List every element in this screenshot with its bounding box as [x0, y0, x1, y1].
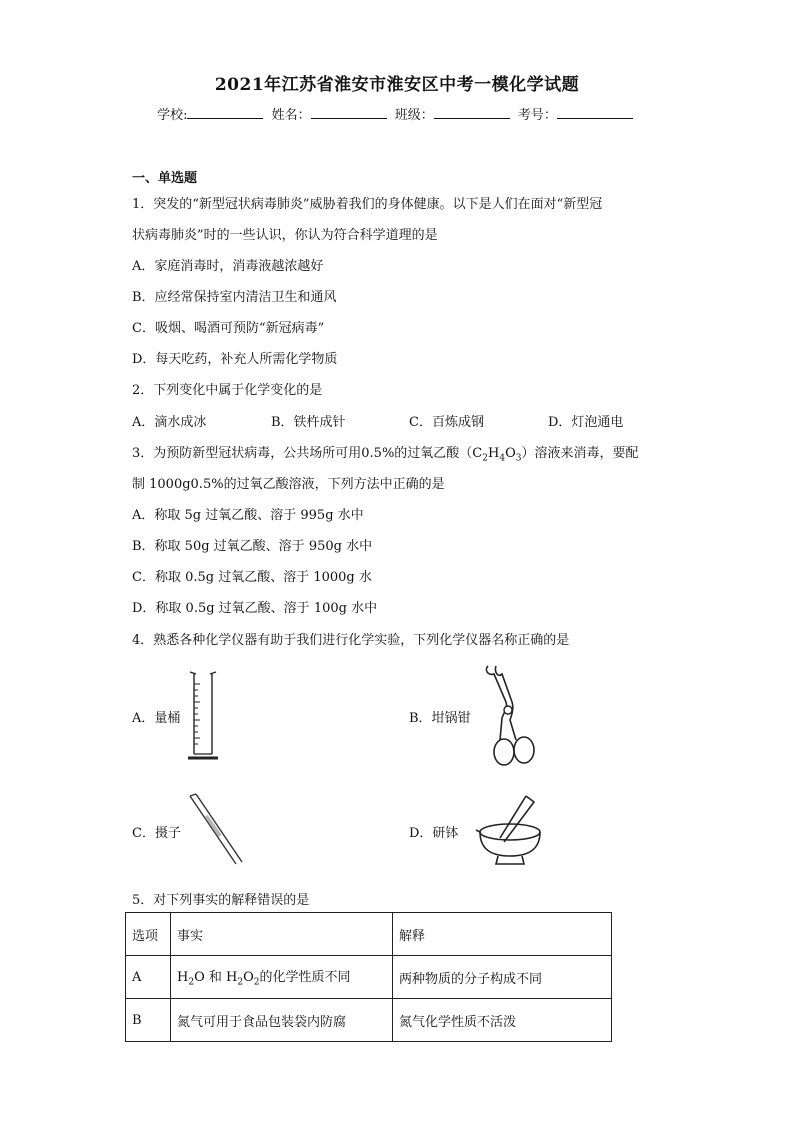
header-explanation: 解释: [393, 913, 612, 956]
student-info-line: [0, 104, 794, 123]
q1-stem-line1: 1．突发的“新型冠状病毒肺炎”威胁着我们的身体健康。以下是人们在面对“新型冠: [132, 197, 603, 212]
class-label: 班级：: [394, 108, 434, 123]
q3-option-b[interactable]: B．称取 50g 过氧乙酸、溶于 950g 水中: [132, 539, 373, 554]
q4-option-d[interactable]: D．研钵: [409, 826, 459, 841]
name-blank[interactable]: [311, 106, 387, 119]
table-row: [126, 956, 612, 999]
header-option: 选项: [126, 913, 171, 956]
q3-sub-3: 3: [515, 453, 522, 464]
q2-option-b[interactable]: B．铁杵成针: [271, 415, 346, 430]
table-row: [126, 999, 612, 1042]
crucible-tongs-icon: [482, 662, 542, 772]
row-b-explanation: 氮气化学性质不活泼: [393, 999, 612, 1042]
fact-part: O: [243, 970, 254, 986]
q2-option-a[interactable]: A．滴水成冰: [132, 415, 207, 430]
exam-number-label: 考号：: [517, 108, 557, 123]
page-title: 2021年江苏省淮安市淮安区中考一模化学试题: [214, 75, 580, 95]
name-label: 姓名：: [271, 108, 311, 123]
school-blank[interactable]: [187, 106, 263, 119]
q2-option-c[interactable]: C．百炼成钢: [409, 415, 484, 430]
q3-option-c[interactable]: C．称取 0.5g 过氧乙酸、溶于 1000g 水: [132, 570, 372, 585]
row-b-fact: 氮气可用于食品包装袋内防腐: [171, 999, 393, 1042]
row-b-option: B: [126, 999, 171, 1042]
tweezers-icon: [186, 792, 246, 872]
q3-stem-line2: 制 1000g0.5%的过氧乙酸溶液，下列方法中正确的是: [132, 477, 445, 492]
header-fact: 事实: [171, 913, 393, 956]
row-a-explanation: 两种物质的分子构成不同: [393, 956, 612, 999]
q2-options-row: [0, 411, 794, 429]
school-label: 学校:: [157, 108, 188, 123]
fact-part: H: [177, 970, 189, 986]
graduated-cylinder-icon: [186, 668, 222, 764]
q3-stem-part-a: 3．为预防新型冠状病毒，公共场所可用0.5%的过氧乙酸（C: [132, 446, 483, 461]
q4-option-a[interactable]: A．量桶: [132, 711, 181, 726]
fact-sub: 2: [253, 977, 260, 988]
q3-option-d[interactable]: D．称取 0.5g 过氧乙酸、溶于 100g 水中: [132, 601, 378, 616]
section-heading: 一、单选题: [132, 171, 198, 186]
q4-stem: 4．熟悉各种化学仪器有助于我们进行化学实验，下列化学仪器名称正确的是: [132, 633, 570, 648]
table-header-row: [126, 913, 612, 956]
q4-option-b[interactable]: B．坩锅钳: [409, 711, 471, 726]
fact-sub: 2: [188, 977, 195, 988]
q4-option-c[interactable]: C．摄子: [132, 826, 181, 841]
fact-part: O 和 H: [194, 970, 238, 986]
q3-stem-part-c: O: [505, 446, 516, 461]
q1-option-a[interactable]: A．家庭消毒时，消毒液越浓越好: [132, 259, 324, 274]
q3-stem-part-b: H: [487, 446, 500, 461]
q1-stem-line2: 状病毒肺炎”时的一些认识，你认为符合科学道理的是: [132, 228, 438, 243]
q1-option-d[interactable]: D．每天吃药，补充人所需化学物质: [132, 352, 338, 367]
fact-part: 的化学性质不同: [259, 970, 351, 986]
q3-stem-line1: [132, 442, 638, 464]
class-blank[interactable]: [434, 106, 510, 119]
q3-sub-1: 2: [482, 453, 488, 464]
q2-option-d[interactable]: D．灯泡通电: [548, 415, 624, 430]
row-a-fact: [171, 956, 393, 999]
row-a-option: A: [126, 956, 171, 999]
q3-stem-part-d: ）溶液来消毒，要配: [521, 446, 639, 461]
q1-option-c[interactable]: C．吸烟、喝酒可预防“新冠病毒”: [132, 321, 325, 336]
q5-stem: 5．对下列事实的解释错误的是: [132, 893, 310, 908]
q1-option-b[interactable]: B．应经常保持室内清洁卫生和通风: [132, 290, 337, 305]
exam-number-blank[interactable]: [557, 106, 633, 119]
q3-option-a[interactable]: A．称取 5g 过氧乙酸、溶于 995g 水中: [132, 508, 364, 523]
mortar-and-pestle-icon: [470, 792, 550, 872]
q3-sub-2: 4: [499, 453, 506, 464]
q5-table: [125, 912, 612, 1042]
fact-sub: 2: [237, 977, 244, 988]
q2-stem: 2．下列变化中属于化学变化的是: [132, 383, 323, 398]
